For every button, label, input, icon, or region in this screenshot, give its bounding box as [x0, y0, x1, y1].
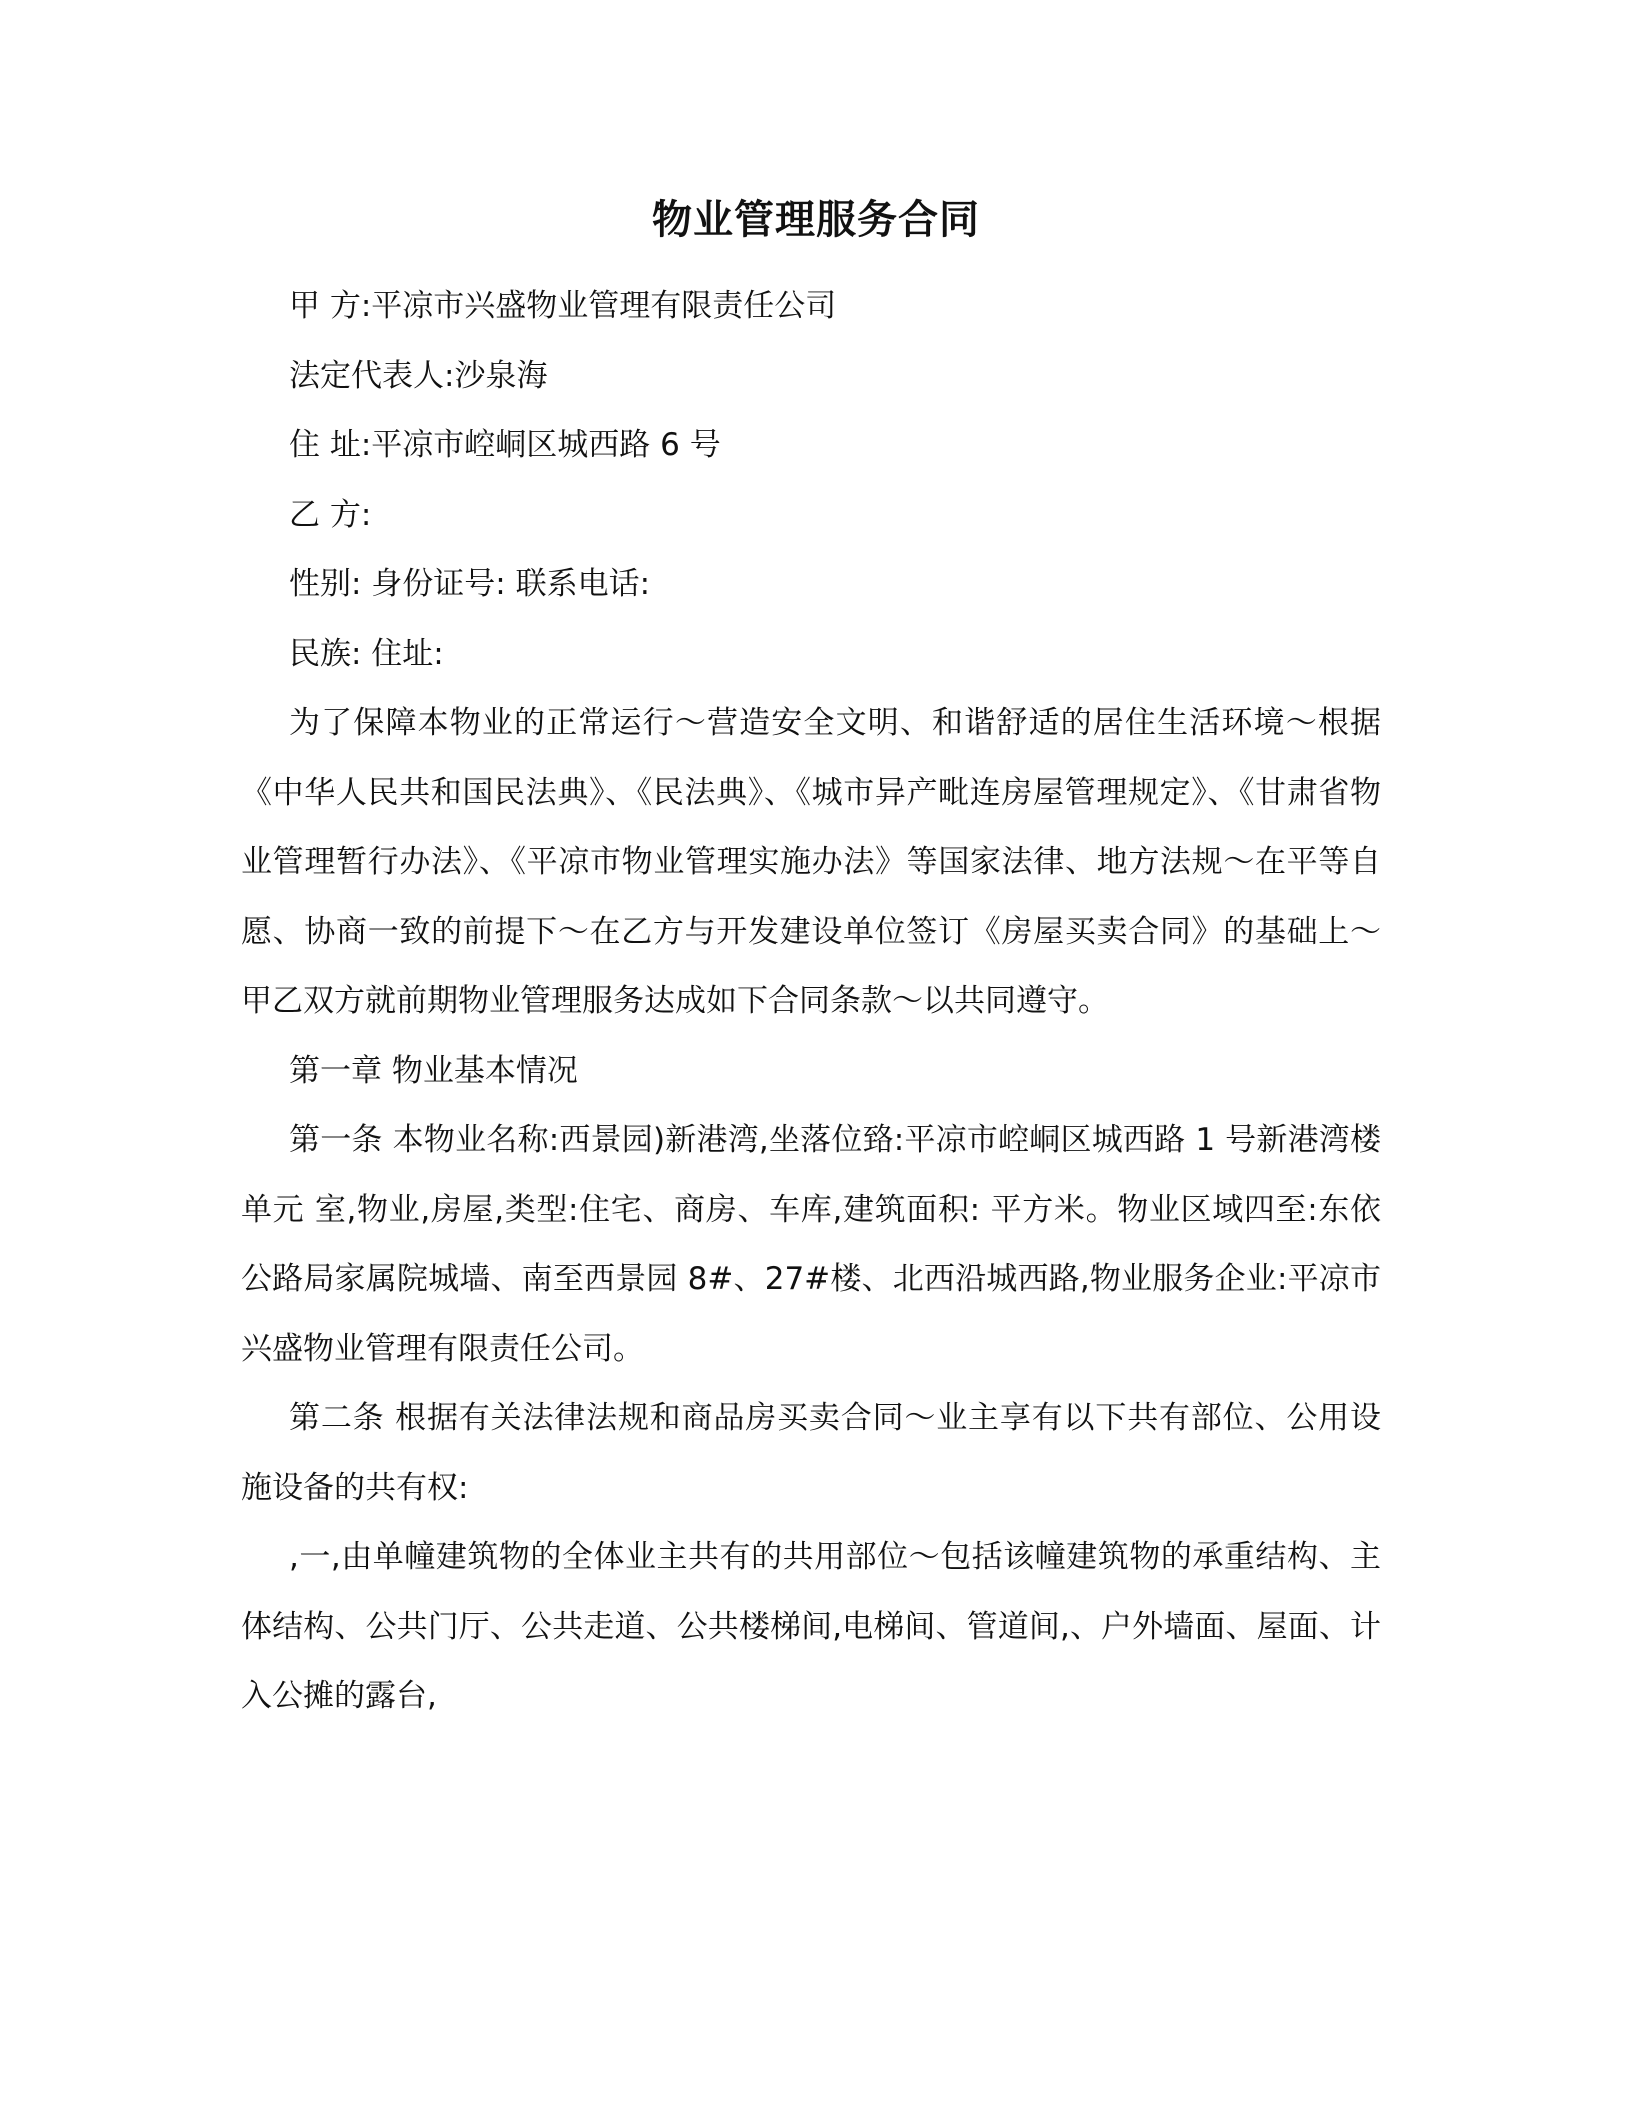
chapter-one-heading: 第一章 物业基本情况: [289, 1052, 578, 1089]
party-a-line: 甲 方:平凉市兴盛物业管理有限责任公司: [289, 288, 837, 324]
party-b-info-line: 性别: 身份证号: 联系电话:: [289, 566, 651, 602]
document-title: 物业管理服务合同: [652, 197, 980, 243]
article-one-paragraph: 第一条 本物业名称:西景园)新港湾,坐落位臵:平凉市崆峒区城西路 1 号新港湾楼 单元 室,物业,房屋,类型:住宅、商房、车库,建筑面积: 平方米。物业区域四至:东依公路局家属院城墙、南至西景园 8#、27#楼、北西沿城西路,物业服务企业:平凉市兴盛物业管理有限责任公司。: [241, 1122, 1381, 1367]
party-b-line: 乙 方:: [289, 496, 372, 533]
item-one-paragraph: ,一,由单幢建筑物的全体业主共有的共用部位～包括该幢建筑物的承重结构、主体结构、公共门厅、公共走道、公共楼梯间,电梯间、管道间,、户外墙面、屋面、计入公摊的露台,: [241, 1539, 1381, 1714]
party-a-address-line: 住 址:平凉市崆峒区城西路 6 号: [289, 427, 721, 463]
article-two-paragraph: 第二条 根据有关法律法规和商品房买卖合同～业主享有以下共有部位、公用设施设备的共有权:: [241, 1400, 1381, 1506]
legal-representative-line: 法定代表人:沙泉海: [289, 357, 548, 394]
party-b-info2-line: 民族: 住址:: [289, 635, 444, 672]
preamble-paragraph: 为了保障本物业的正常运行～营造安全文明、和谐舒适的居住生活环境～根据《中华人民共和国民法典》、《民法典》、《城市异产毗连房屋管理规定》、《甘肃省物业管理暂行办法》、《平凉市物业管理实施办法》等国家法律、地方法规～在平等自愿、协商一致的前提下～在乙方与开发建设单位签订《房屋买卖合同》的基础上～甲乙双方就前期物业管理服务达成如下合同条款～以共同遵守。: [241, 705, 1381, 1019]
document-body: [241, 272, 1381, 1732]
